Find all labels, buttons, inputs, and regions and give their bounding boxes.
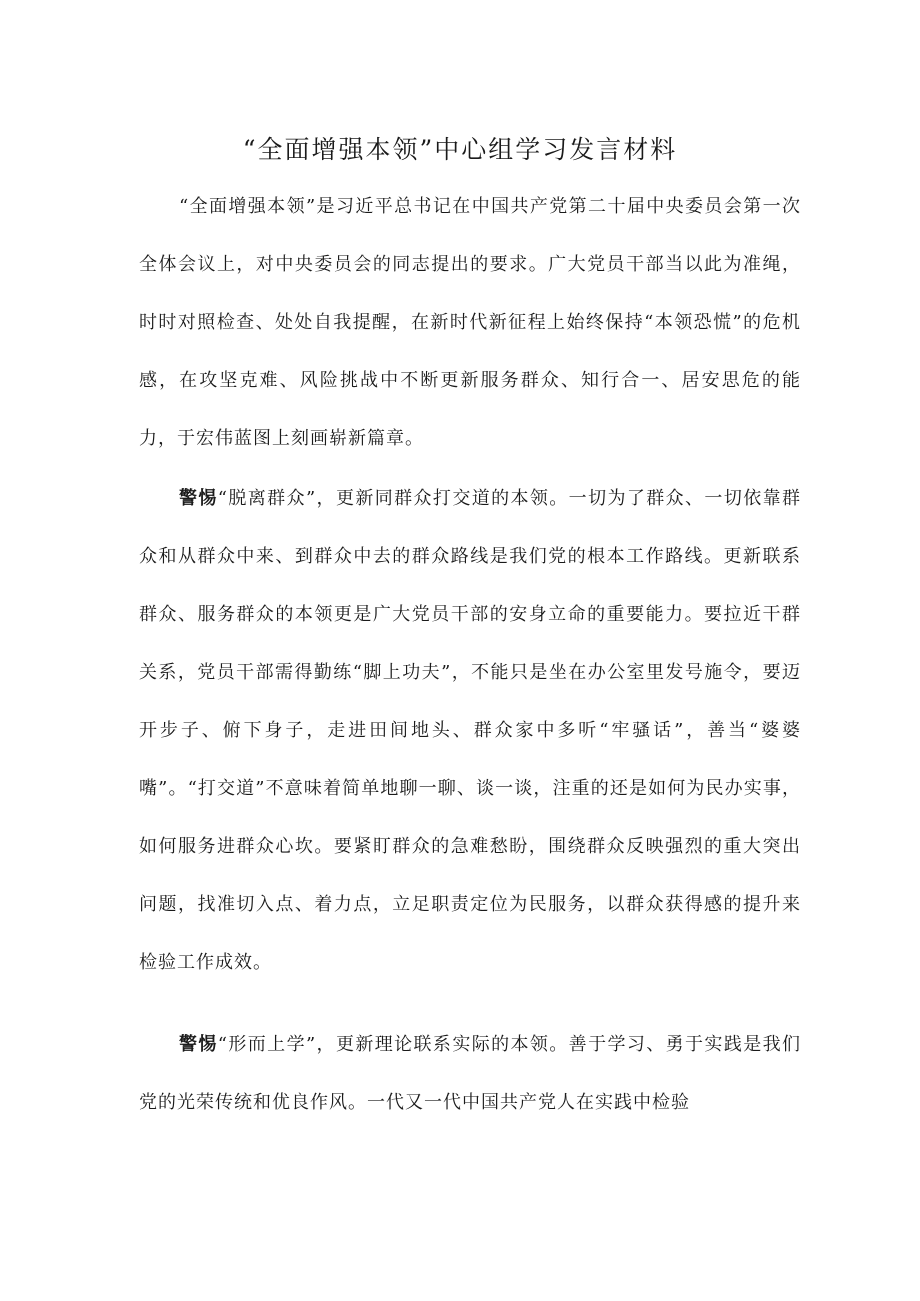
paragraph-text: “全面增强本领”是习近平总书记在中国共产党第二十届中央委员会第一次全体会议上，对中央委员会的同志提出的要求。广大党员干部当以此为准绳，时时对照检查、处处自我提醒，在新时代新征程上始终保持“本领恐慌”的危机感，在攻坚克难、风险挑战中不断更新服务群众、知行合一、居安思危的能力，于宏伟蓝图上刻画崭新篇章。: [139, 196, 801, 449]
paragraph-metaphysics: [139, 1016, 801, 1132]
paragraph-intro: [139, 178, 801, 468]
paragraph-text: “脱离群众”，更新同群众打交道的本领。一切为了群众、一切依靠群众和从群众中来、到群众中去的群众路线是我们党的根本工作路线。更新联系群众、服务群众的本领更是广大党员干部的安身立命的重要能力。要拉近干群关系，党员干部需得勤练“脚上功夫”，不能只是坐在办公室里发号施令，要迈开步子、俯下身子，走进田间地头、群众家中多听“牢骚话”，善当“婆婆嘴”。“打交道”不意味着简单地聊一聊、谈一谈，注重的还是如何为民办实事，如何服务进群众心坎。要紧盯群众的急难愁盼，围绕群众反映强烈的重大突出问题，找准切入点、着力点，立足职责定位为民服务，以群众获得感的提升来检验工作成效。: [139, 488, 802, 973]
paragraph-lead: 警惕: [179, 488, 218, 509]
document-title: “全面增强本领”中心组学习发言材料: [242, 135, 678, 164]
paragraph-masses: [139, 470, 801, 992]
paragraph-lead: 警惕: [179, 1034, 218, 1055]
paragraph-text: “形而上学”，更新理论联系实际的本领。善于学习、勇于实践是我们党的光荣传统和优良作风。一代又一代中国共产党人在实践中检验: [139, 1034, 802, 1113]
